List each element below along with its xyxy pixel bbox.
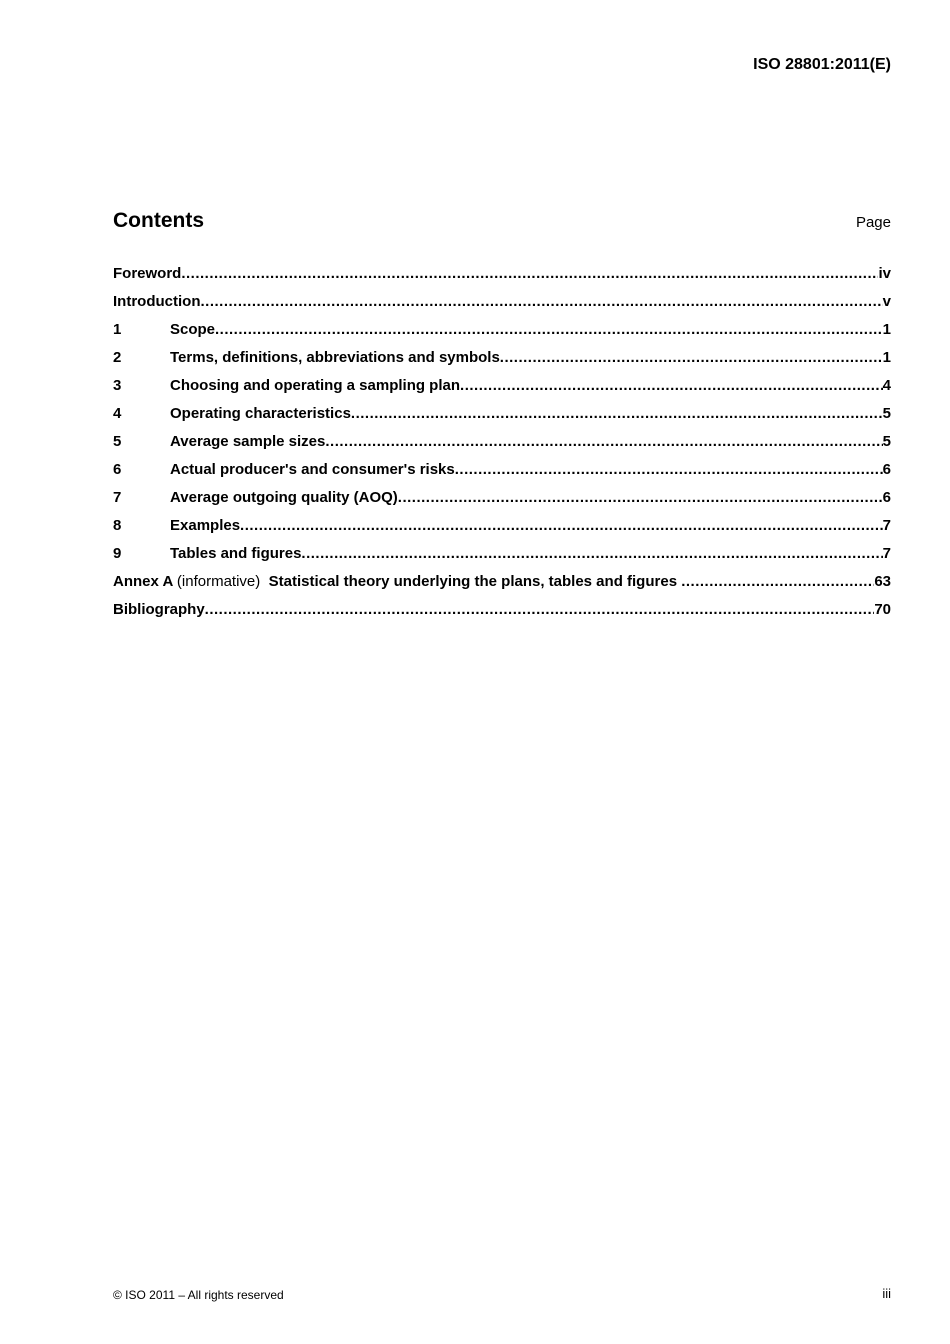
toc-entry-title: Scope (170, 321, 216, 338)
toc-entry-title: Operating characteristics (170, 405, 351, 422)
dot-leader (325, 433, 882, 450)
toc-entry-title: Introduction (113, 293, 201, 310)
dot-leader (215, 321, 883, 338)
dot-leader (301, 545, 882, 562)
toc-entry-page: v (882, 293, 891, 310)
toc-entry-title: Bibliography (113, 601, 205, 618)
toc-entry-number: 8 (113, 517, 122, 534)
toc-entry-page: 70 (874, 601, 891, 618)
dot-leader (181, 265, 878, 282)
toc-entry-number: 3 (113, 377, 122, 394)
annex-title: Statistical theory underlying the plans, tables and figures (268, 573, 678, 590)
toc-entry-average-sample-sizes[interactable] (113, 433, 891, 461)
toc-entry-foreword[interactable] (113, 265, 891, 293)
toc-entry-title: Terms, definitions, abbreviations and symbols (170, 349, 500, 366)
toc-entry-sampling-plan[interactable] (113, 377, 891, 405)
toc-entry-page: 4 (882, 377, 891, 394)
toc-entry-number: 2 (113, 349, 122, 366)
toc-entry-terms[interactable] (113, 349, 891, 377)
toc-entry-page: 6 (882, 461, 891, 478)
toc-entry-bibliography[interactable] (113, 601, 891, 629)
toc-entry-title: Actual producer's and consumer's risks (170, 461, 455, 478)
dot-leader (240, 517, 883, 534)
document-id: ISO 28801:2011(E) (753, 56, 891, 73)
toc-entry-page: 63 (874, 573, 891, 590)
toc-entry-page: 5 (882, 433, 891, 450)
dot-leader (460, 377, 883, 394)
dot-leader (200, 293, 882, 310)
toc-entry-title: Average outgoing quality (AOQ) (170, 489, 398, 506)
toc-entry-page: 7 (882, 545, 891, 562)
toc-entry-number: 5 (113, 433, 122, 450)
footer-copyright: © ISO 2011 – All rights reserved (113, 1288, 284, 1302)
toc-entry-annex-a[interactable] (113, 573, 891, 601)
toc-entry-title: Examples (170, 517, 241, 534)
footer-page-number: iii (882, 1286, 891, 1301)
table-of-contents (113, 265, 891, 629)
dot-leader (205, 601, 875, 618)
toc-entry-number: 1 (113, 321, 122, 338)
toc-entry-page: 7 (882, 517, 891, 534)
toc-entry-operating-characteristics[interactable] (113, 405, 891, 433)
toc-entry-page: 6 (882, 489, 891, 506)
toc-entry-title: Average sample sizes (170, 433, 326, 450)
toc-entry-page: 1 (882, 349, 891, 366)
toc-entry-scope[interactable] (113, 321, 891, 349)
toc-entry-title (113, 573, 681, 590)
toc-entry-page: 5 (882, 405, 891, 422)
toc-entry-tables-figures[interactable] (113, 545, 891, 573)
toc-entry-actual-risks[interactable] (113, 461, 891, 489)
annex-label: Annex A (113, 573, 173, 590)
toc-entry-introduction[interactable] (113, 293, 891, 321)
toc-entry-title: Foreword (113, 265, 182, 282)
toc-entry-examples[interactable] (113, 517, 891, 545)
toc-entry-number: 6 (113, 461, 122, 478)
contents-title: Contents (113, 209, 204, 232)
dot-leader (455, 461, 883, 478)
toc-entry-page: iv (878, 265, 891, 282)
dot-leader (398, 489, 883, 506)
dot-leader (351, 405, 883, 422)
toc-entry-title: Tables and figures (170, 545, 302, 562)
contents-header (113, 209, 891, 233)
toc-entry-aoq[interactable] (113, 489, 891, 517)
dot-leader (500, 349, 883, 366)
annex-qualifier: (informative) (176, 573, 261, 590)
page-column-label: Page (855, 214, 891, 231)
toc-entry-number: 4 (113, 405, 122, 422)
dot-leader (681, 573, 874, 590)
toc-entry-number: 7 (113, 489, 122, 506)
toc-entry-title: Choosing and operating a sampling plan (170, 377, 461, 394)
toc-entry-page: 1 (882, 321, 891, 338)
toc-entry-number: 9 (113, 545, 122, 562)
